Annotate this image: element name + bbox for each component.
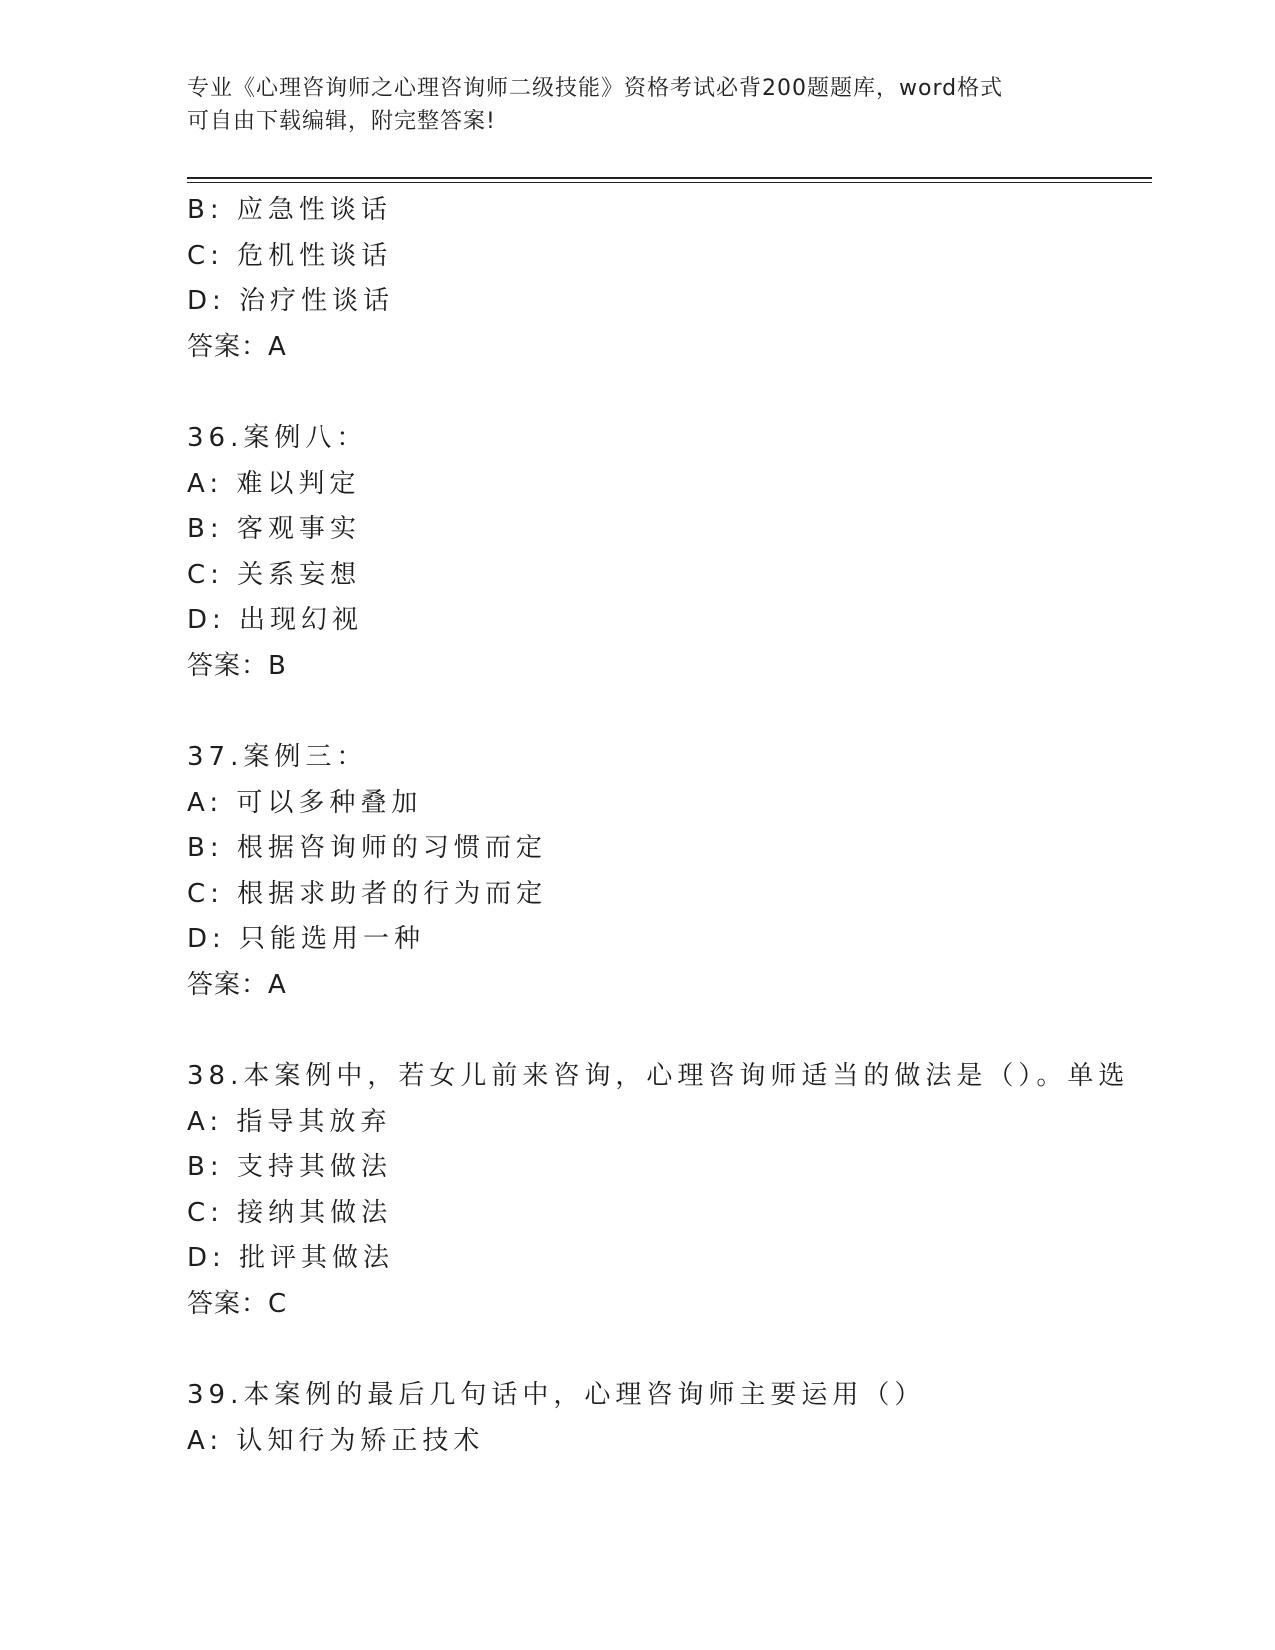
- answer-line: 答案：C: [187, 1288, 288, 1319]
- option-d: D: 批评其做法: [187, 1243, 395, 1273]
- question-text: 36.案例八：: [187, 423, 368, 453]
- option-b: B: 支持其做法: [187, 1152, 392, 1182]
- answer-line: 答案：A: [187, 331, 287, 362]
- question-block-39: [187, 1373, 1147, 1464]
- option-a: A: 难以判定: [187, 468, 361, 499]
- option-a: A: 可以多种叠加: [187, 787, 423, 818]
- question-block-37: [187, 735, 1147, 1008]
- question-block-36: [187, 416, 1147, 689]
- header-divider-thick: [187, 177, 1152, 179]
- question-list: [187, 188, 1147, 1464]
- option-d: D: 出现幻视: [187, 605, 364, 635]
- question-gap: [187, 370, 1147, 416]
- question-text: 38.本案例中，若女儿前来咨询，心理咨询师适当的做法是（）。单选: [187, 1061, 1130, 1091]
- question-block-38: [187, 1054, 1147, 1327]
- answer-line: 答案：A: [187, 969, 287, 1000]
- header-title-line-1: 专业《心理咨询师之心理咨询师二级技能》资格考试必背200题题库，word格式: [187, 76, 1004, 101]
- option-c: C: 接纳其做法: [187, 1197, 393, 1228]
- question-text: 39.本案例的最后几句话中，心理咨询师主要运用（）: [187, 1380, 926, 1410]
- header-divider-thin: [187, 182, 1152, 183]
- question-gap: [187, 1327, 1147, 1373]
- option-d: D: 只能选用一种: [187, 924, 426, 954]
- question-gap: [187, 689, 1147, 735]
- document-header: [187, 72, 1067, 138]
- option-b: B: 客观事实: [187, 514, 361, 544]
- question-text: 37.案例三：: [187, 742, 368, 772]
- option-a: A: 认知行为矫正技术: [187, 1425, 485, 1456]
- answer-line: 答案：B: [187, 650, 287, 681]
- option-c: C: 关系妄想: [187, 559, 362, 590]
- question-gap: [187, 1008, 1147, 1054]
- option-d: D: 治疗性谈话: [187, 286, 395, 316]
- option-b: B: 根据咨询师的习惯而定: [187, 833, 547, 863]
- question-block-35: [187, 188, 1147, 370]
- option-c: C: 根据求助者的行为而定: [187, 878, 548, 909]
- option-a: A: 指导其放弃: [187, 1106, 392, 1137]
- option-b: B: 应急性谈话: [187, 195, 392, 225]
- header-title-line-2: 可自由下载编辑，附完整答案!: [187, 109, 496, 134]
- option-c: C: 危机性谈话: [187, 240, 393, 271]
